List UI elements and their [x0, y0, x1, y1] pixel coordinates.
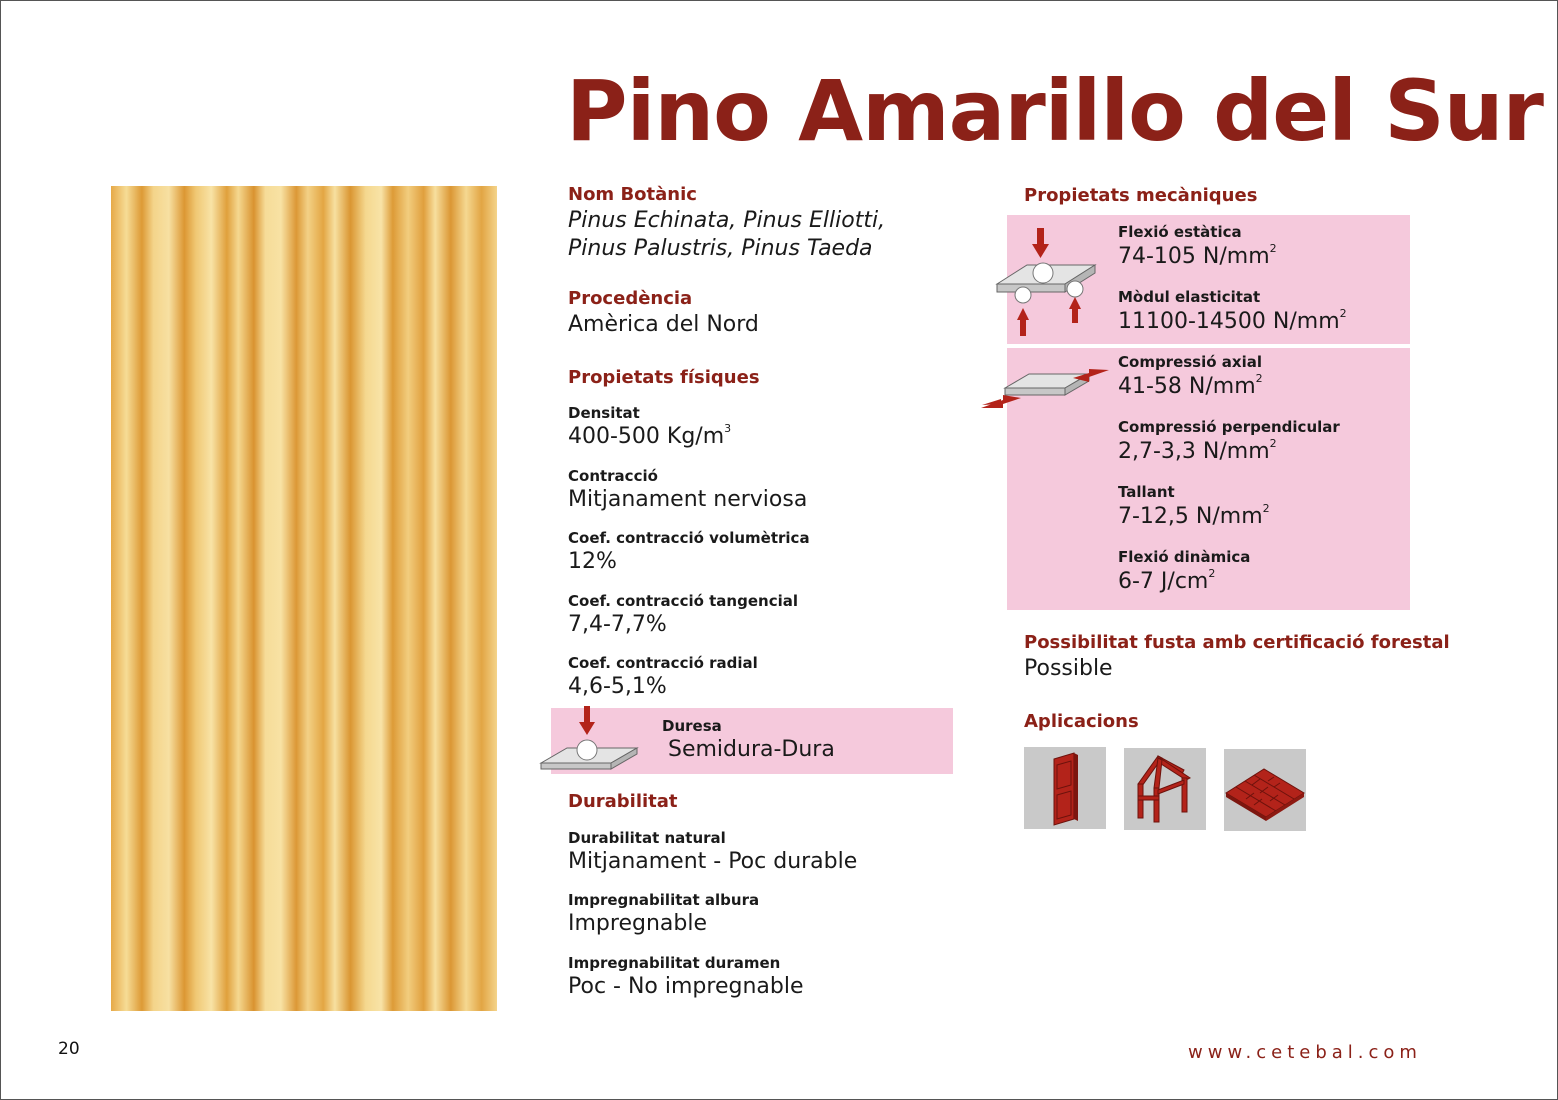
door-icon — [1024, 747, 1106, 829]
durabilitat-natural-value: Mitjanament - Poc durable — [568, 849, 858, 874]
compression-test-icon — [981, 364, 1111, 414]
structure-application-tile — [1124, 748, 1206, 830]
compressio-perp-label: Compressió perpendicular — [1118, 418, 1340, 436]
hardness-test-icon — [541, 705, 641, 780]
radial-value: 4,6-5,1% — [568, 674, 667, 699]
flooring-application-tile — [1224, 749, 1306, 831]
duramen-value: Poc - No impregnable — [568, 974, 804, 999]
radial-label: Coef. contracció radial — [568, 654, 758, 672]
duresa-value: Semidura-Dura — [668, 737, 835, 762]
flexio-estatica-label: Flexió estàtica — [1118, 223, 1242, 241]
tangencial-label: Coef. contracció tangencial — [568, 592, 798, 610]
tallant-value: 7-12,5 $N/mm^2$ — [1118, 502, 1270, 529]
durabilitat-label: Durabilitat — [568, 791, 678, 812]
volumetrica-value: 12% — [568, 549, 617, 574]
durabilitat-natural-label: Durabilitat natural — [568, 829, 726, 847]
modul-label: Mòdul elasticitat — [1118, 288, 1261, 306]
densitat-label: Densitat — [568, 404, 640, 422]
duresa-label: Duresa — [662, 717, 722, 735]
compressio-axial-label: Compressió axial — [1118, 353, 1262, 371]
volumetrica-label: Coef. contracció volumètrica — [568, 529, 810, 547]
door-application-tile — [1024, 747, 1106, 829]
house-frame-icon — [1124, 748, 1206, 830]
page-title: Pino Amarillo del Sur — [566, 62, 1543, 160]
contraccio-label: Contracció — [568, 467, 658, 485]
fisiques-label: Propietats físiques — [568, 367, 760, 388]
bending-test-icon — [993, 226, 1101, 338]
procedencia-label: Procedència — [568, 288, 693, 309]
certificacio-value: Possible — [1024, 656, 1113, 681]
albura-value: Impregnable — [568, 911, 707, 936]
mecaniques-label: Propietats mecàniques — [1024, 185, 1258, 206]
certificacio-label: Possibilitat fusta amb certificació forestal — [1024, 632, 1450, 653]
densitat-value: 400-500 $Kg/m^3$ — [568, 422, 732, 449]
nom-botanic-label: Nom Botànic — [568, 184, 697, 205]
parquet-floor-icon — [1224, 749, 1306, 831]
tangencial-value: 7,4-7,7% — [568, 612, 667, 637]
wood-sample-image — [111, 186, 497, 1011]
compressio-perp-value: 2,7-3,3 $N/mm^2$ — [1118, 437, 1277, 464]
tallant-label: Tallant — [1118, 483, 1175, 501]
contraccio-value: Mitjanament nerviosa — [568, 487, 808, 512]
flexio-estatica-value: 74-105 $N/mm^2$ — [1118, 242, 1277, 269]
nom-botanic-value: Pinus Echinata, Pinus Elliotti, Pinus Palustris, Pinus Taeda — [568, 208, 886, 261]
compressio-axial-value: 41-58 $N/mm^2$ — [1118, 372, 1263, 399]
flexio-dinamica-value: 6-7 $J/cm^2$ — [1118, 567, 1216, 594]
website-link[interactable]: www.cetebal.com — [1188, 1042, 1422, 1063]
aplicacions-label: Aplicacions — [1024, 711, 1139, 732]
flexio-dinamica-label: Flexió dinàmica — [1118, 548, 1251, 566]
duramen-label: Impregnabilitat duramen — [568, 954, 781, 972]
page-number: 20 — [58, 1039, 80, 1059]
albura-label: Impregnabilitat albura — [568, 891, 760, 909]
modul-value: 11100-14500 $N/mm^2$ — [1118, 307, 1347, 334]
procedencia-value: Amèrica del Nord — [568, 312, 759, 337]
